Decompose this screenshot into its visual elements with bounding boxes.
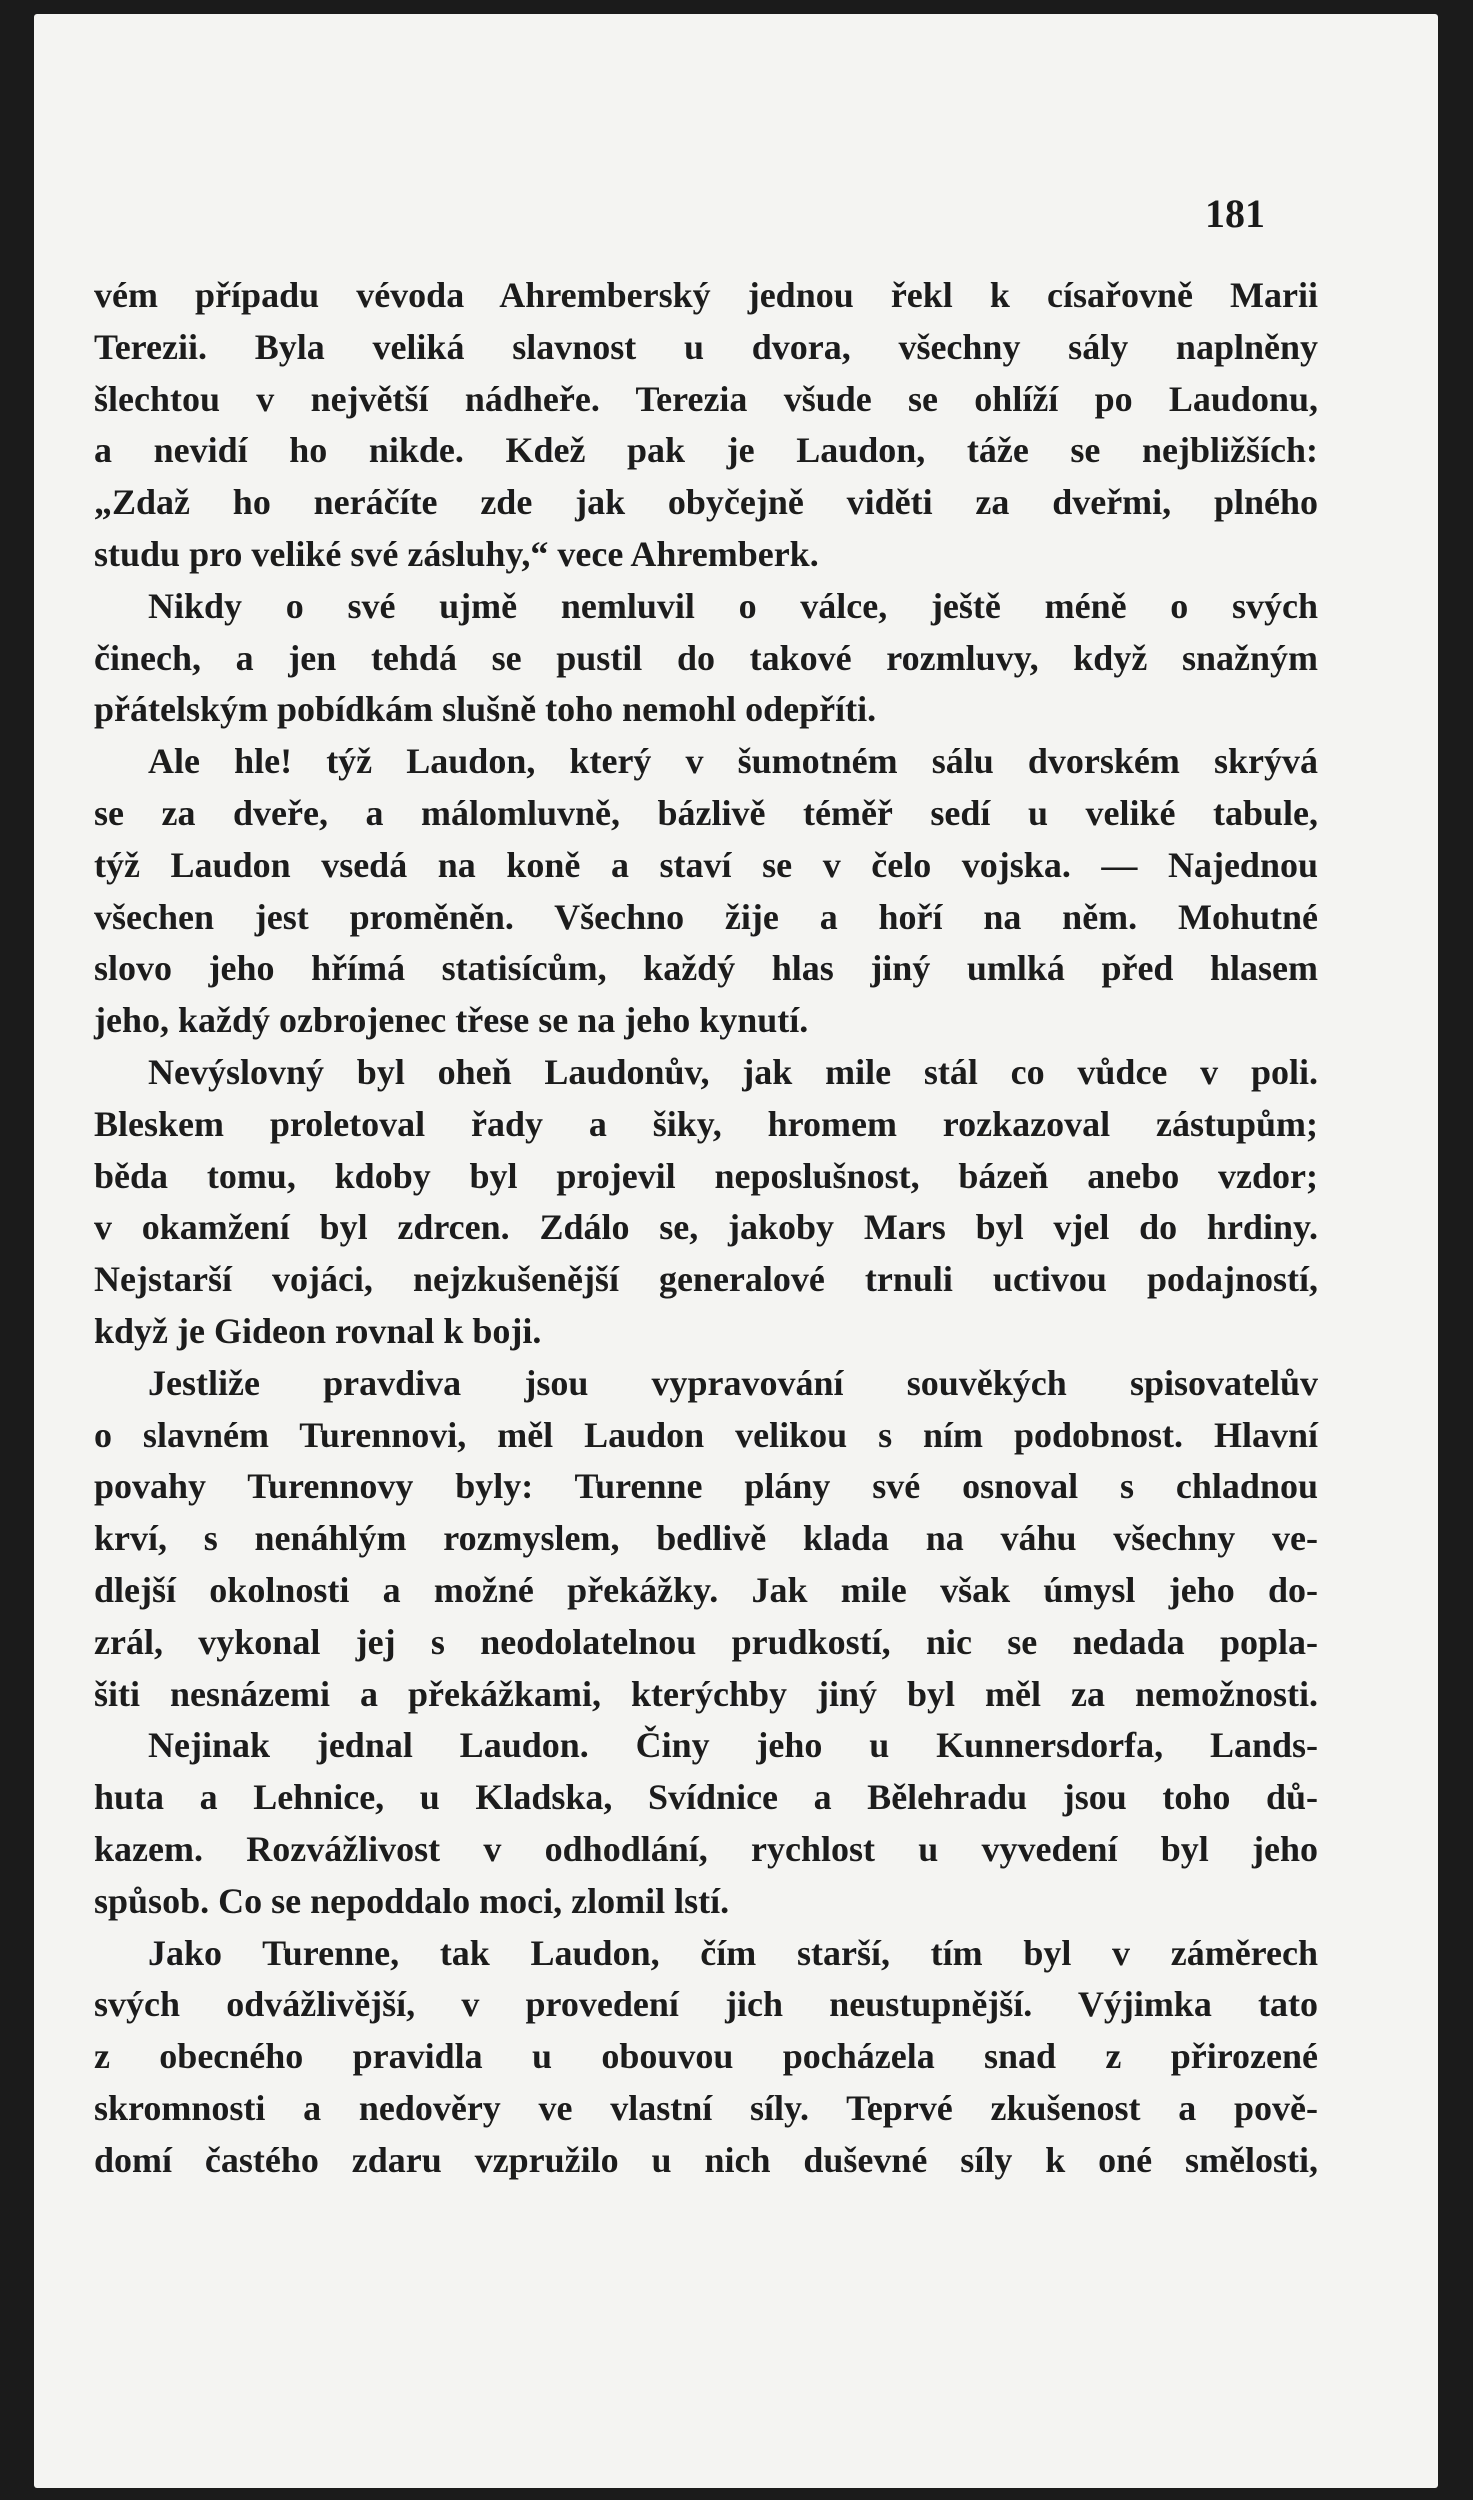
text-line: šiti nesnázemi a překážkami, kterýchby jiný byl měl za nemožnosti. [94,1673,1318,1714]
text-line: Bleskem proletoval řady a šiky, hromem rozkazoval zástupům; [94,1103,1318,1144]
text-line: šlechtou v největší nádheře. Terezia všude se ohlíží po Laudonu, [94,378,1318,419]
text-line: a nevidí ho nikde. Kdež pak je Laudon, táže se nejbližších: [94,430,1318,471]
text-line: Terezii. Byla veliká slavnost u dvora, všechny sály naplněny [94,326,1318,367]
text-line: z obecného pravidla u obouvou pocházela snad z přirozené [94,2036,1318,2077]
text-line: slovo jeho hřímá statisícům, každý hlas jiný umlká před hlasem [94,948,1318,989]
text-line: týž Laudon vsedá na koně a staví se v čelo vojska. — Najednou [94,844,1318,885]
text-line: běda tomu, kdoby byl projevil neposlušnost, bázeň anebo vzdor; [94,1155,1318,1196]
text-line: dlejší okolnosti a možné překážky. Jak mile však úmysl jeho do- [94,1569,1318,1610]
text-line: Jestliže pravdiva jsou vypravování souvěkých spisovatelův [148,1362,1318,1403]
body-text [94,270,1318,2186]
text-line: svých odvážlivější, v provedení jich neustupnější. Výjimka tato [94,1984,1318,2025]
text-line: studu pro veliké své zásluhy,“ vece Ahremberk. [94,533,819,574]
page-number: 181 [1205,191,1265,236]
text-line: Nevýslovný byl oheň Laudonův, jak mile stál co vůdce v poli. [148,1051,1318,1092]
text-line: Ale hle! týž Laudon, který v šumotném sálu dvorském skrývá [148,741,1318,782]
text-line: o slavném Turennovi, měl Laudon velikou s ním podobnost. Hlavní [94,1414,1318,1455]
text-line: domí častého zdaru vzpružilo u nich duševné síly k oné smělosti, [94,2139,1318,2180]
text-line: huta a Lehnice, u Kladska, Svídnice a Bělehradu jsou toho dů- [94,1777,1318,1818]
text-line: vém případu vévoda Ahremberský jednou řekl k císařovně Marii [94,275,1318,315]
text-line: kazem. Rozvážlivost v odhodlání, rychlost u vyvedení byl jeho [94,1828,1318,1869]
text-line: zrál, vykonal jej s neodolatelnou prudkostí, nic se nedada popla- [94,1621,1318,1662]
text-line: jeho, každý ozbrojenec třese se na jeho kynutí. [94,1000,809,1041]
text-line: krví, s nenáhlým rozmyslem, bedlivě klada na váhu všechny ve- [94,1518,1318,1559]
text-line: skromnosti a nedověry ve vlastní síly. Teprvé zkušenost a pově- [94,2087,1318,2128]
text-line: spůsob. Co se nepoddalo moci, zlomil lstí. [94,1880,730,1921]
text-line: Nejinak jednal Laudon. Činy jeho u Kunnersdorfa, Lands- [148,1725,1318,1766]
book-page [34,14,1438,2488]
text-line: Jako Turenne, tak Laudon, čím starší, tím byl v záměrech [148,1932,1318,1973]
text-line: činech, a jen tehdá se pustil do takové rozmluvy, když snažným [94,637,1318,678]
text-line: když je Gideon rovnal k boji. [94,1310,542,1351]
text-line: přátelským pobídkám slušně toho nemohl odepříti. [94,689,877,730]
text-line: Nejstarší vojáci, nejzkušenější generalové trnuli uctivou podajností, [94,1259,1318,1300]
text-line: se za dveře, a málomluvně, bázlivě téměř sedí u veliké tabule, [94,792,1318,833]
text-line: „Zdaž ho neráčíte zde jak obyčejně viděti za dveřmi, plného [94,482,1318,523]
text-line: povahy Turennovy byly: Turenne plány své osnoval s chladnou [94,1466,1318,1507]
text-line: Nikdy o své ujmě nemluvil o válce, ještě méně o svých [148,585,1318,626]
text-line: v okamžení byl zdrcen. Zdálo se, jakoby Mars byl vjel do hrdiny. [94,1207,1318,1248]
text-line: všechen jest proměněn. Všechno žije a hoří na něm. Mohutné [94,896,1318,937]
